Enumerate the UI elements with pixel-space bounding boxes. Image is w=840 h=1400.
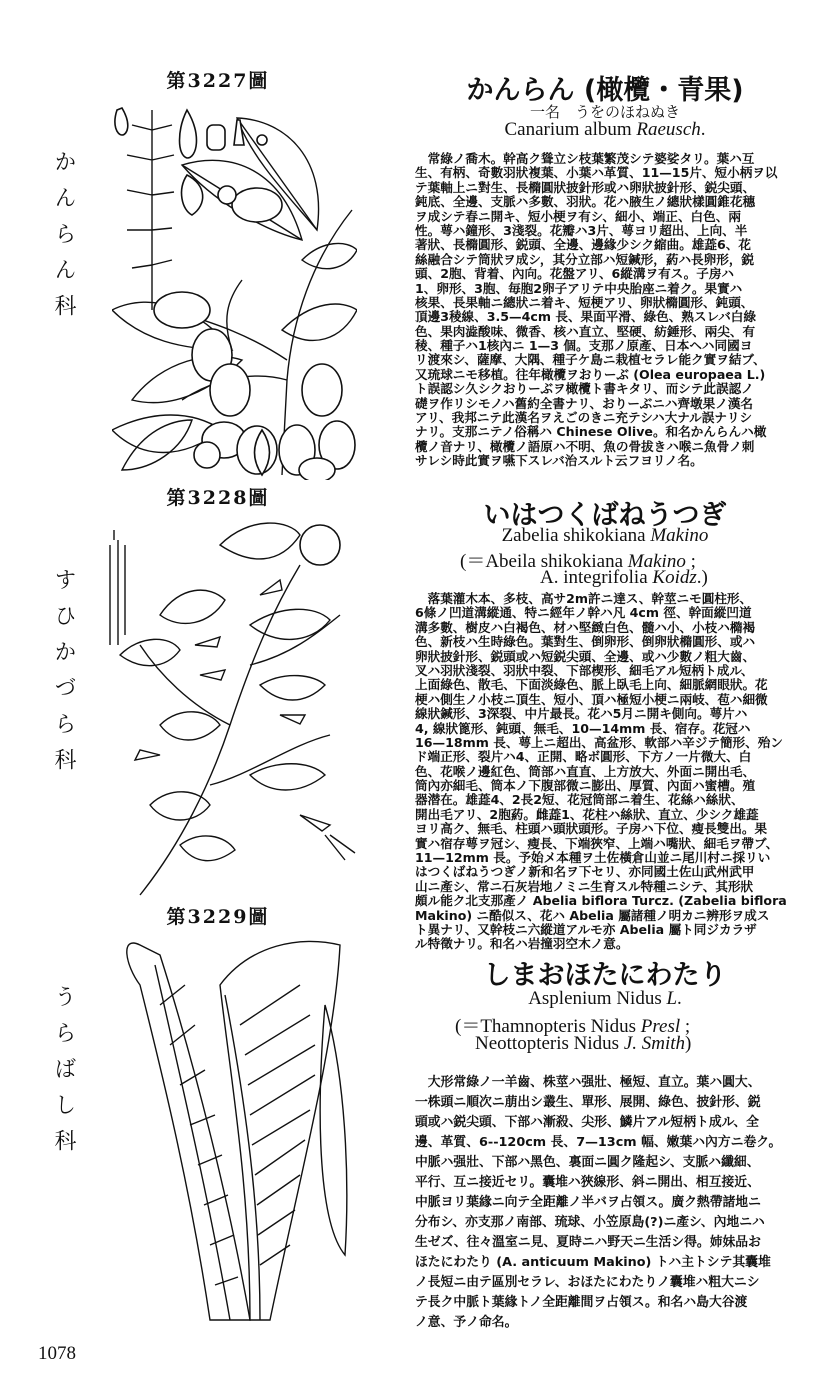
latin-name: Canarium album xyxy=(504,119,637,140)
body-text-line: 11—12mm 長。予始メ本種ヲ土佐橫倉山並ニ尾川村ニ採リい xyxy=(415,850,771,866)
body-text-line: 色、花喉ノ邊紅色、筒部ハ直直、上方放大、外面ニ開出毛、 xyxy=(415,763,756,779)
scientific-name xyxy=(405,119,805,141)
body-text-line: 常綠ノ喬木。幹高ク聳立シ枝葉繁茂シテ婆娑タリ。葉ハ互 xyxy=(415,151,755,166)
scientific-name xyxy=(405,525,805,547)
body-text-line: ヲ成シテ春ニ開キ、短小梗ヲ有シ、細小、端正、白色、兩 xyxy=(415,208,741,224)
latin-suffix: . xyxy=(700,119,706,140)
latin-author: Koidz xyxy=(652,567,697,588)
latin-suffix: ; xyxy=(685,551,696,572)
body-text-line: 頭或ハ鋭尖頭、下部ハ漸殺、尖形、鱗片アル短柄ト成ル、全 xyxy=(415,1115,759,1130)
latin-suffix: ) xyxy=(685,1033,692,1054)
entry-title: かんらん (橄欖・青果) xyxy=(466,75,744,106)
body-text-line: 實ハ宿存萼ヲ冠シ、瘦長、下端狹窄、上端ハ嘴狀、細毛ヲ帶ブ、 xyxy=(415,835,779,851)
latin-name: Asplenium Nidus xyxy=(528,988,667,1009)
body-text-line: ノ意、予ノ命名。 xyxy=(415,1315,518,1330)
body-text-line: はつくばねうつぎノ新和名ヲ下セリ、亦同國土佐山武州武甲 xyxy=(415,864,755,880)
body-text-line: 6條ノ凹道溝縱通、特ニ經年ノ幹ハ凡 4cm 徑、幹面縱凹道 xyxy=(415,605,752,621)
latin-author: Makino xyxy=(627,551,686,572)
body-text-line: 絲融合シテ筒狀ヲ成シ，其分立部ハ短鍼形，葯ハ長卵形，鋭 xyxy=(415,251,755,267)
body-text-line: 梗ハ側生ノ小枝ニ頂生、短小、頂ハ極短小梗ニ兩岐、苞ハ細微 xyxy=(415,691,768,707)
body-text-line: ル特徵ナリ。和名ハ岩撞羽空木ノ意。 xyxy=(415,936,629,952)
latin-suffix: ; xyxy=(680,1016,691,1037)
latin-author: Presl xyxy=(640,1016,681,1037)
body-text-line: 核果、長果軸ニ總狀ニ着キ、短梗アリ、卵狀橢圓形、鈍頭、 xyxy=(415,294,754,310)
body-text-line: 一株頭ニ順次ニ萠出シ叢生、單形、展開、綠色、披針形、鋭 xyxy=(415,1095,761,1110)
figure-caption-3227: 第3227圖 xyxy=(166,70,270,92)
family-label: うらばし科 xyxy=(51,985,76,1165)
body-text-line: ト誤認シ久シクおりーぶヲ橄欖ト書キタリ、而シテ此誤認ノ xyxy=(415,381,754,397)
body-text-line: 色、新枝ハ生時綠色。葉對生、倒卵形、倒卵狀橢圓形、或ハ xyxy=(415,634,756,650)
body-text-line: 1、卵形、3胞、毎胞2卵子アリテ中央胎座ニ着ク。果實ハ xyxy=(415,280,743,296)
latin-author: J. Smith xyxy=(623,1033,686,1054)
body-text-line: ナリ。支那ニテノ俗稱ハ Chinese Olive。和名かんらんハ橄 xyxy=(415,424,767,440)
body-text-line: 性。萼ハ鐘形、3淺裂。花瓣ハ3片、萼ヨリ超出、上向、半 xyxy=(415,222,748,238)
flower-drawing xyxy=(110,525,355,860)
canarium-illustration xyxy=(112,100,357,480)
latin-author: L xyxy=(666,988,678,1009)
entry-title: しまおほたにわたり xyxy=(483,960,727,991)
latin-author: Makino xyxy=(650,525,709,546)
body-text-line: ヨリ高ク、無毛、柱頭ハ頭狀頭形。子房ハ下位、瘦長雙出。果 xyxy=(415,821,768,837)
body-text-line: テ葉軸上ニ對生、長橢圓狀披針形或ハ卵狀披針形、鋭尖頭、 xyxy=(415,179,756,195)
body-text-line: 器潜在。雄蕋4、2長2短、花冠筒部ニ着生、花絲ハ絲狀、 xyxy=(415,792,744,808)
synonym-line xyxy=(540,567,840,589)
body-text-line: 山ニ產シ、常ニ石灰岩地ノミニ生育スル特種ニシテ、其形狀 xyxy=(415,878,754,894)
body-text-line: アリ、我邦ニテ此漢名ヲえごのきニ充テシハ大ナル誤ナリシ xyxy=(415,410,753,426)
body-text-line: 大形常綠ノ一羊齒、株莖ハ强壯、極短、直立。葉ハ圓大、 xyxy=(415,1075,761,1090)
body-text-line: ノ長短ニ由テ區別セラレ、おほたにわたりノ囊堆ハ粗大ニシ xyxy=(415,1275,760,1290)
body-text-line: 平行、互ニ接近セリ。囊堆ハ狹線形、斜ニ開出、相互接近、 xyxy=(415,1175,760,1190)
body-text-line: 生、有柄、奇數羽狀複葉、小葉ハ革質、11—15片、短小柄ヲ以 xyxy=(415,165,778,181)
latin-suffix: .) xyxy=(696,567,708,588)
body-text-line: 色、果肉澁酸味、微香、核ハ直立、堅硬、紡錘形、兩尖、有 xyxy=(415,323,756,339)
entry-title: いはつくばねうつぎ xyxy=(483,500,727,531)
body-text-line: 線狀鍼形、3深裂、中片最長。花ハ5月ニ開キ側向。萼片ハ xyxy=(415,706,748,722)
body-text-line: 頗ル能ク北支那產ノ Abelia biflora Turcz. (Zabelia biflora xyxy=(415,893,787,909)
body-text-line: 鈍底、全邊、支脈ハ多數、羽狀。花ハ腋生ノ總狀樣圓錐花穗 xyxy=(415,194,756,210)
entry-body xyxy=(415,592,805,952)
body-text-line: 上面綠色、散毛、下面淡綠色、脈上臥毛上向、細脈網眼狀。花 xyxy=(415,677,768,693)
family-label: すひかづら科 xyxy=(51,568,76,784)
figure-caption-3228: 第3228圖 xyxy=(166,487,270,509)
body-text-line: 又琉球ニモ移植。往年橄欖ヲおりーぶ (Olea europaea L.) xyxy=(415,366,766,382)
figure-caption-3229: 第3229圖 xyxy=(166,906,270,928)
latin-suffix: . xyxy=(677,988,682,1009)
body-text-line: サレシ時此實ヲ嚥下スレバ治スルト云フヨリノ名。 xyxy=(415,453,703,469)
body-text-line: 礎ヲ作リシモノハ舊約全書ナリ、おりーぶニハ齊墩果ノ漢名 xyxy=(415,395,754,411)
body-text-line: 叉ハ羽狀淺裂、羽狀中裂、下部楔形、細毛アル短柄ト成ル、 xyxy=(415,662,754,678)
frond-drawing xyxy=(127,941,347,1320)
body-text-line: 分布シ、亦支那ノ南部、琉球、小笠原島(?)ニ產シ、內地ニハ xyxy=(415,1215,765,1230)
latin-name: Neottopteris Nidus xyxy=(475,1033,624,1054)
body-text-line: ほたにわたり (A. anticuum Makino) トハ主トシテ其囊堆 xyxy=(415,1255,771,1270)
body-text-line: 欖ノ音ナリ、橄欖ノ語原ハ不明、魚の骨拔きハ喉ニ魚骨ノ刺 xyxy=(415,438,755,454)
entry-body xyxy=(415,1073,805,1333)
body-text-line: 生ゼズ、往々溫室ニ見、夏時ニハ野天ニ生活シ得。姉妹品お xyxy=(415,1235,761,1250)
body-text-line: 16—18mm 長、萼上ニ超出、高盆形、軟部ハ辛ジテ簡形、殆ン xyxy=(415,734,783,750)
flower-spike-drawing xyxy=(127,110,174,310)
body-text-line: ト異ナリ、又幹枝ニ六縱道アルモ亦 Abelia 屬ト同ジカラザ xyxy=(415,921,757,937)
synonym-line xyxy=(475,1033,840,1055)
body-text-line: Makino) ニ酷似ス、花ハ Abelia 屬諸種ノ明カニ辨形ヲ成ス xyxy=(415,907,770,923)
body-text-line: テ長ク中脈ト葉緣トノ全距離間ヲ占領ス。和名ハ島大谷渡 xyxy=(415,1295,748,1310)
family-label: かんらん科 xyxy=(51,150,76,330)
body-text-line: 溝多數、樹皮ハ白褐色、材ハ堅緻白色、髓ハ小、小枝ハ橢褐 xyxy=(415,619,756,635)
leaf-drawing xyxy=(112,118,357,470)
zabelia-illustration xyxy=(100,505,360,900)
latin-name: (＝Abeila shikokiana xyxy=(460,551,628,572)
body-text-line: 頭、2胞、背着、內向。花盤アリ、6縱溝ヲ有ス。子房ハ xyxy=(415,266,735,282)
asplenium-illustration xyxy=(100,925,360,1325)
body-text-line: リ渡來シ、薩摩、大隅、種子ケ島ニ栽植セラレ能ク實ヲ結ブ、 xyxy=(415,352,766,368)
stem-drawing xyxy=(140,565,340,895)
body-text-line: 卵狀披針形、鋭頭或ハ短鋭尖頭、全邊、或ハ少數ノ粗大齒、 xyxy=(415,648,756,664)
body-text-line: 邊、革質、6--120cm 長、7—13cm 幅、嫩葉ハ內方ニ卷ク。 xyxy=(415,1135,782,1150)
body-text-line: 中脈ハ强壯、下部ハ黑色、裏面ニ圓ク隆起シ、支脈ハ纖細、 xyxy=(415,1155,760,1170)
body-text-line: 4, 線狀篦形、鈍頭、無毛、10—14mm 長、宿存。花冠ハ xyxy=(415,720,751,736)
latin-name: A. integrifolia xyxy=(540,567,653,588)
body-text-line: 稜、種子ハ1核內ニ 1—3 個。支那ノ原產、日本ヘハ同國ヨ xyxy=(415,338,753,354)
scientific-name xyxy=(405,988,805,1010)
page-number: 1078 xyxy=(38,1343,76,1364)
latin-name: Zabelia shikokiana xyxy=(501,525,651,546)
body-text-line: 中脈ヨリ葉緣ニ向テ全距離ノ半バヲ占領ス。廣ク熱帶諸地ニ xyxy=(415,1195,761,1210)
body-text-line: 落葉灌木本、多枝、高サ2m許ニ達ス、幹莖ニモ圓柱形、 xyxy=(415,591,753,606)
body-text-line: 開出毛アリ、2胞葯。雌蕋1、花柱ハ絲狀、直立、少シク雄蕋 xyxy=(415,806,759,822)
latin-name: (＝Thamnopteris Nidus xyxy=(455,1016,641,1037)
body-text-line: 著狀、長橢圓形、鋭頭、全邊、邊緣少シク縮曲。雄蕋6、花 xyxy=(415,237,751,253)
latin-author: Raeusch xyxy=(636,119,701,140)
entry-alias: 一名 うをのほねぬき xyxy=(529,103,680,121)
leaf-drawing xyxy=(120,523,330,861)
body-text-line: 筒內亦細毛、筒本ノ下腹部微ニ膨出、厚質、內面ハ蜜槽。殖 xyxy=(415,778,756,794)
entry-body xyxy=(415,152,805,469)
body-text-line: ド端正形、裂片ハ4、正開、略ボ圓形、下方ノ一片微大、白 xyxy=(415,749,752,765)
body-text-line: 頂邊3稜線、3.5—4cm 長、果面平滑、綠色、熟スレバ白綠 xyxy=(415,309,756,325)
